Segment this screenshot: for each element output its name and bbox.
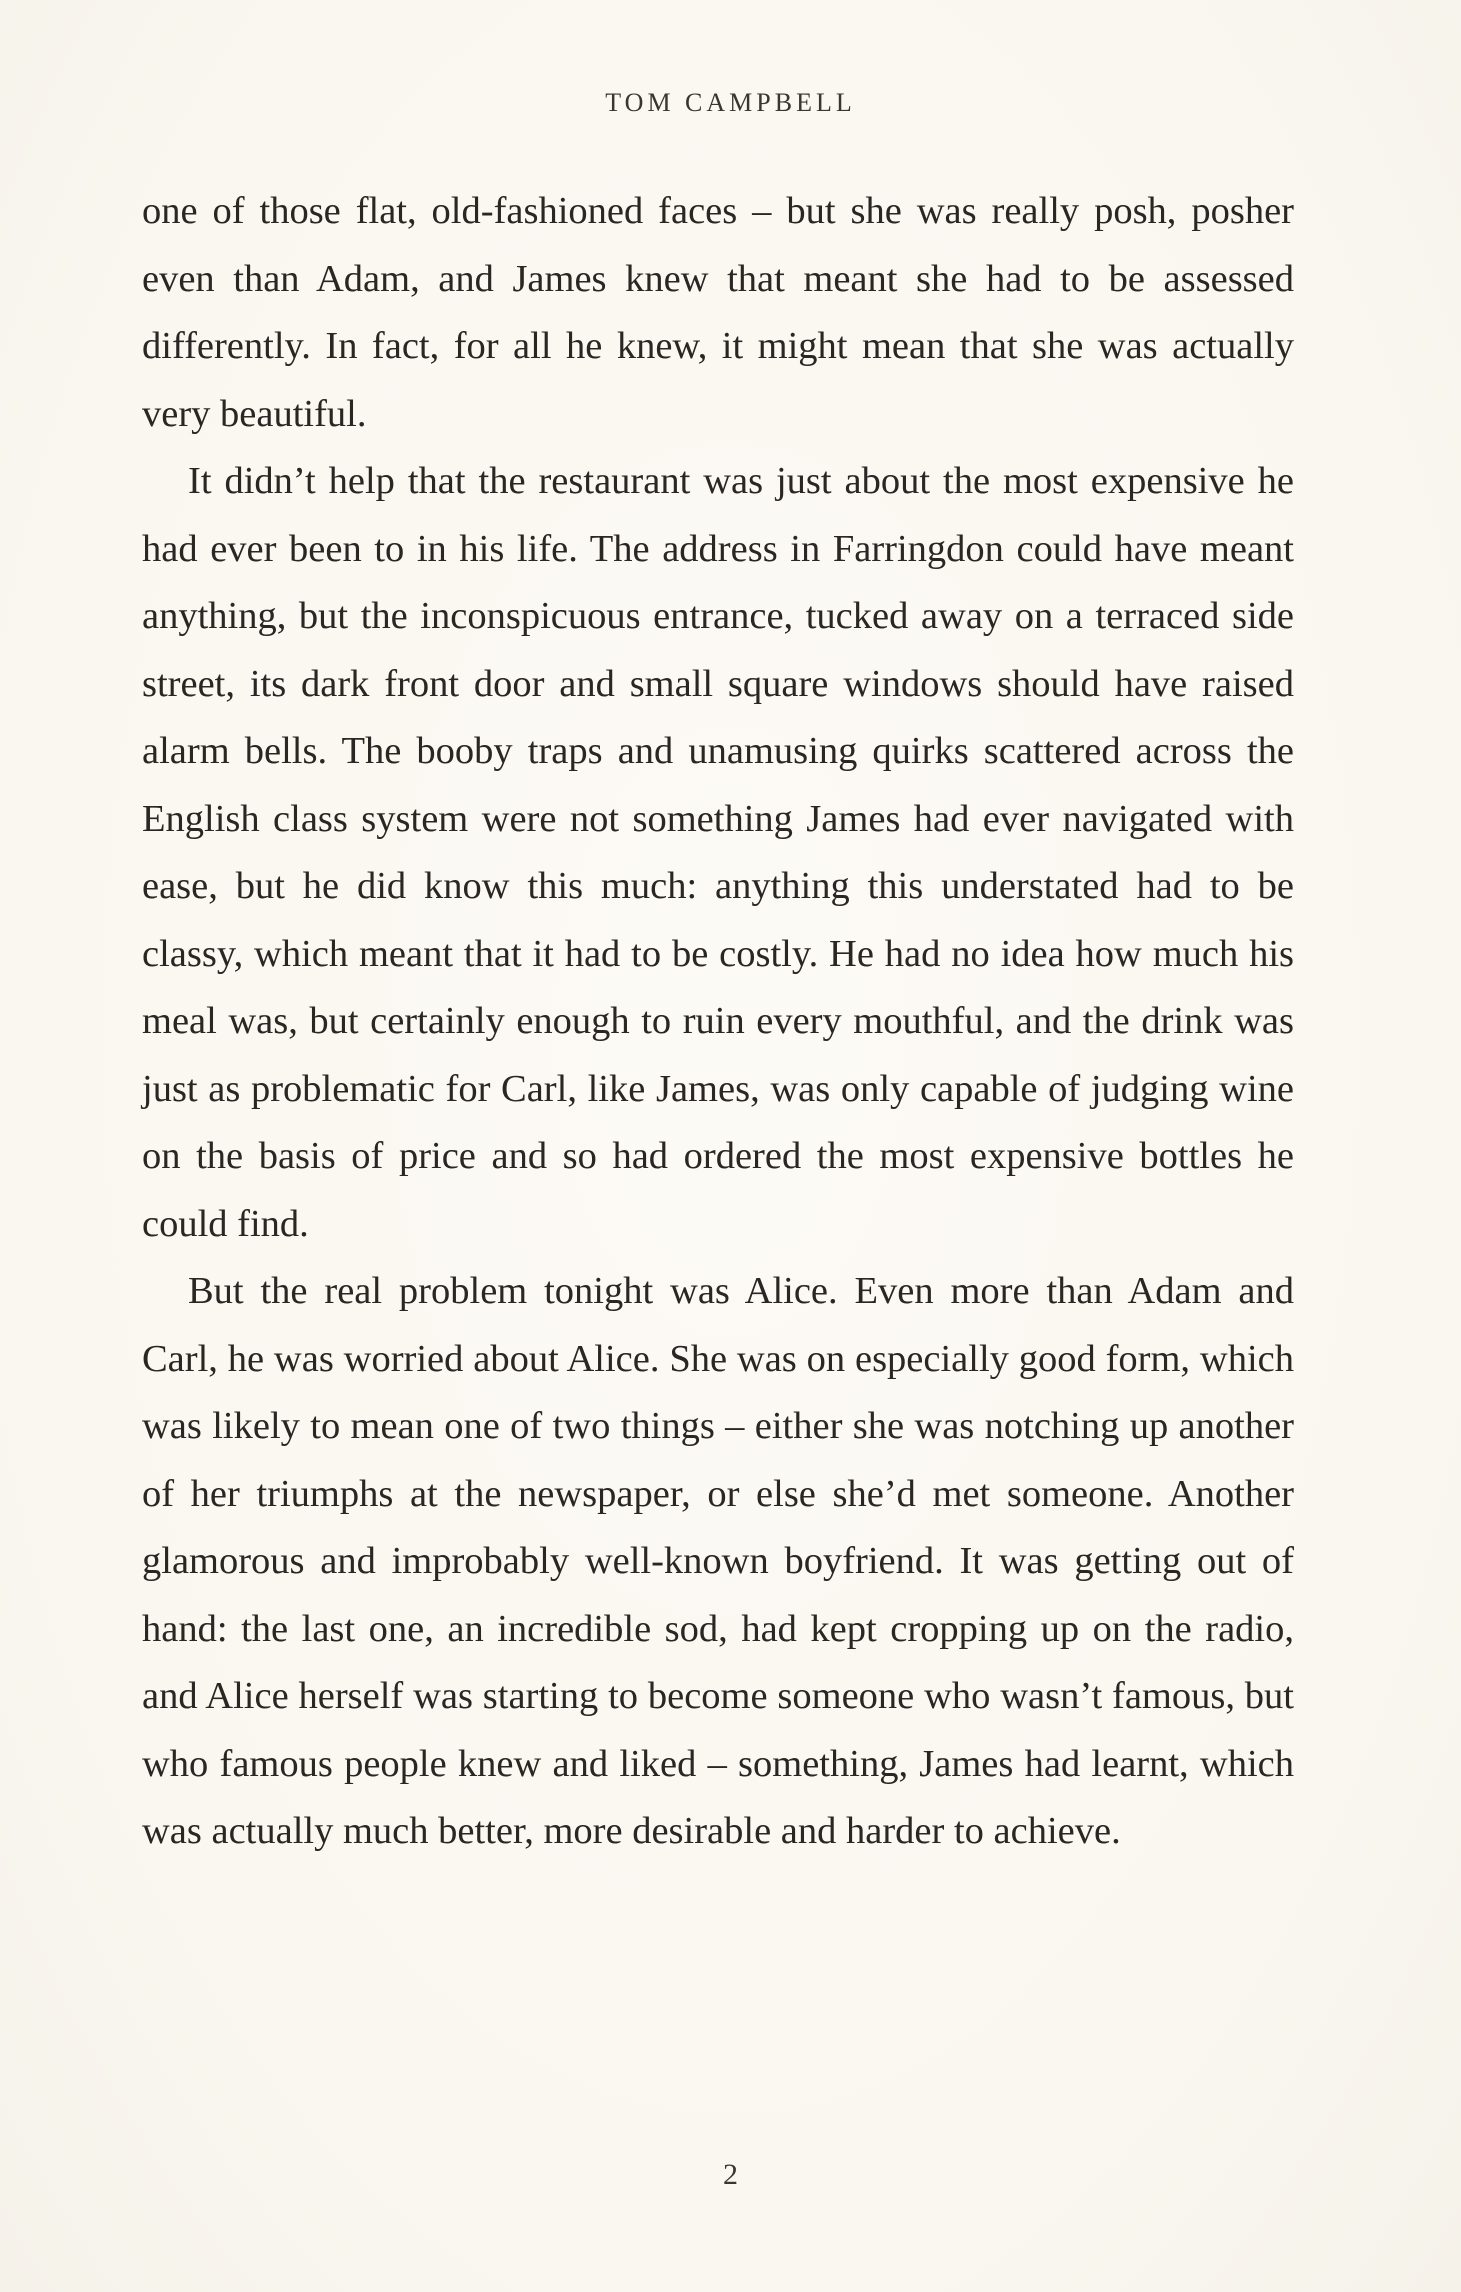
page-number: 2 [723,2158,738,2191]
running-head: TOM CAMPBELL [605,88,856,117]
paragraph-2: It didn’t help that the restaurant was just about the most expensive he had ever been to in his life. The address in Farringdon could have meant anything, but the inconspicuous entrance, tucked away on a terraced side street, its dark front door and small square windows should have raised alarm bells. The booby traps and unamusing quirks scattered across the English class system were not something James had ever navigated with ease, but he did know this much: anything this understated had to be classy, which meant that it had to be costly. He had no idea how much his meal was, but certainly enough to ruin every mouthful, and the drink was just as problematic for Carl, like James, was only capable of judging wine on the basis of price and so had ordered the most expensive bottles he could find. [142,460,1294,1245]
paragraph-1: one of those flat, old-fashioned faces – but she was really posh, posher even than Adam, and James knew that meant she had to be assessed differently. In fact, for all he knew, it might mean that she was actually very beautiful. [142,190,1294,435]
body-text [142,178,1294,1866]
paragraph-3: But the real problem tonight was Alice. Even more than Adam and Carl, he was worried about Alice. She was on especially good form, which was likely to mean one of two things – either she was notching up another of her triumphs at the newspaper, or else she’d met someone. Another glamorous and improbably well-known boyfriend. It was getting out of hand: the last one, an incredible sod, had kept cropping up on the radio, and Alice herself was starting to become someone who wasn’t famous, but who famous people knew and liked – something, James had learnt, which was actually much better, more desirable and harder to achieve. [142,1270,1294,1852]
